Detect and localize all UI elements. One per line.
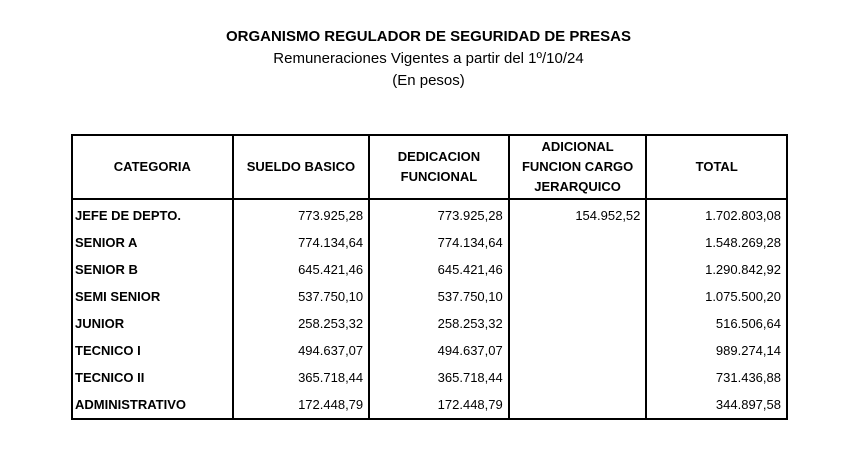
salary-table xyxy=(71,134,788,420)
table-header-row xyxy=(72,135,787,199)
cell-categoria: SENIOR B xyxy=(72,256,233,283)
table-body xyxy=(72,199,787,419)
cell-adicional xyxy=(509,283,647,310)
column-header-categoria: CATEGORIA xyxy=(72,135,233,199)
table-row xyxy=(72,310,787,337)
column-header-sueldo-basico: SUELDO BASICO xyxy=(233,135,370,199)
cell-total: 731.436,88 xyxy=(646,364,787,391)
cell-sueldo-basico: 258.253,32 xyxy=(233,310,370,337)
document-subtitle: Remuneraciones Vigentes a partir del 1º/10/24 xyxy=(273,50,584,67)
column-header-total: TOTAL xyxy=(646,135,787,199)
cell-categoria: SENIOR A xyxy=(72,229,233,256)
currency-unit-note: (En pesos) xyxy=(392,72,465,89)
column-header-dedicacion-funcional: DEDICACION FUNCIONAL xyxy=(369,135,509,199)
cell-sueldo-basico: 365.718,44 xyxy=(233,364,370,391)
cell-total: 1.290.842,92 xyxy=(646,256,787,283)
cell-categoria: TECNICO II xyxy=(72,364,233,391)
cell-sueldo-basico: 645.421,46 xyxy=(233,256,370,283)
table-row xyxy=(72,199,787,229)
cell-sueldo-basico: 172.448,79 xyxy=(233,391,370,419)
cell-adicional xyxy=(509,391,647,419)
cell-dedicacion-funcional: 774.134,64 xyxy=(369,229,509,256)
cell-categoria: SEMI SENIOR xyxy=(72,283,233,310)
cell-sueldo-basico: 773.925,28 xyxy=(233,199,370,229)
cell-dedicacion-funcional: 258.253,32 xyxy=(369,310,509,337)
table-row xyxy=(72,337,787,364)
cell-sueldo-basico: 537.750,10 xyxy=(233,283,370,310)
cell-total: 344.897,58 xyxy=(646,391,787,419)
cell-dedicacion-funcional: 645.421,46 xyxy=(369,256,509,283)
cell-dedicacion-funcional: 172.448,79 xyxy=(369,391,509,419)
cell-total: 1.075.500,20 xyxy=(646,283,787,310)
cell-adicional xyxy=(509,256,647,283)
cell-dedicacion-funcional: 773.925,28 xyxy=(369,199,509,229)
table-row xyxy=(72,256,787,283)
cell-dedicacion-funcional: 537.750,10 xyxy=(369,283,509,310)
table-row xyxy=(72,391,787,419)
document-title: ORGANISMO REGULADOR DE SEGURIDAD DE PRESAS xyxy=(225,28,632,45)
cell-sueldo-basico: 494.637,07 xyxy=(233,337,370,364)
cell-adicional xyxy=(509,229,647,256)
cell-adicional xyxy=(509,310,647,337)
document-header xyxy=(0,26,857,92)
cell-total: 1.702.803,08 xyxy=(646,199,787,229)
table-row xyxy=(72,364,787,391)
cell-categoria: TECNICO I xyxy=(72,337,233,364)
cell-adicional xyxy=(509,364,647,391)
cell-dedicacion-funcional: 494.637,07 xyxy=(369,337,509,364)
column-header-adicional: ADICIONAL FUNCION CARGO JERARQUICO xyxy=(509,135,647,199)
cell-categoria: JEFE DE DEPTO. xyxy=(72,199,233,229)
cell-categoria: ADMINISTRATIVO xyxy=(72,391,233,419)
table-row xyxy=(72,229,787,256)
cell-adicional xyxy=(509,337,647,364)
cell-total: 1.548.269,28 xyxy=(646,229,787,256)
cell-total: 516.506,64 xyxy=(646,310,787,337)
cell-total: 989.274,14 xyxy=(646,337,787,364)
cell-dedicacion-funcional: 365.718,44 xyxy=(369,364,509,391)
cell-categoria: JUNIOR xyxy=(72,310,233,337)
cell-sueldo-basico: 774.134,64 xyxy=(233,229,370,256)
cell-adicional: 154.952,52 xyxy=(509,199,647,229)
table-row xyxy=(72,283,787,310)
